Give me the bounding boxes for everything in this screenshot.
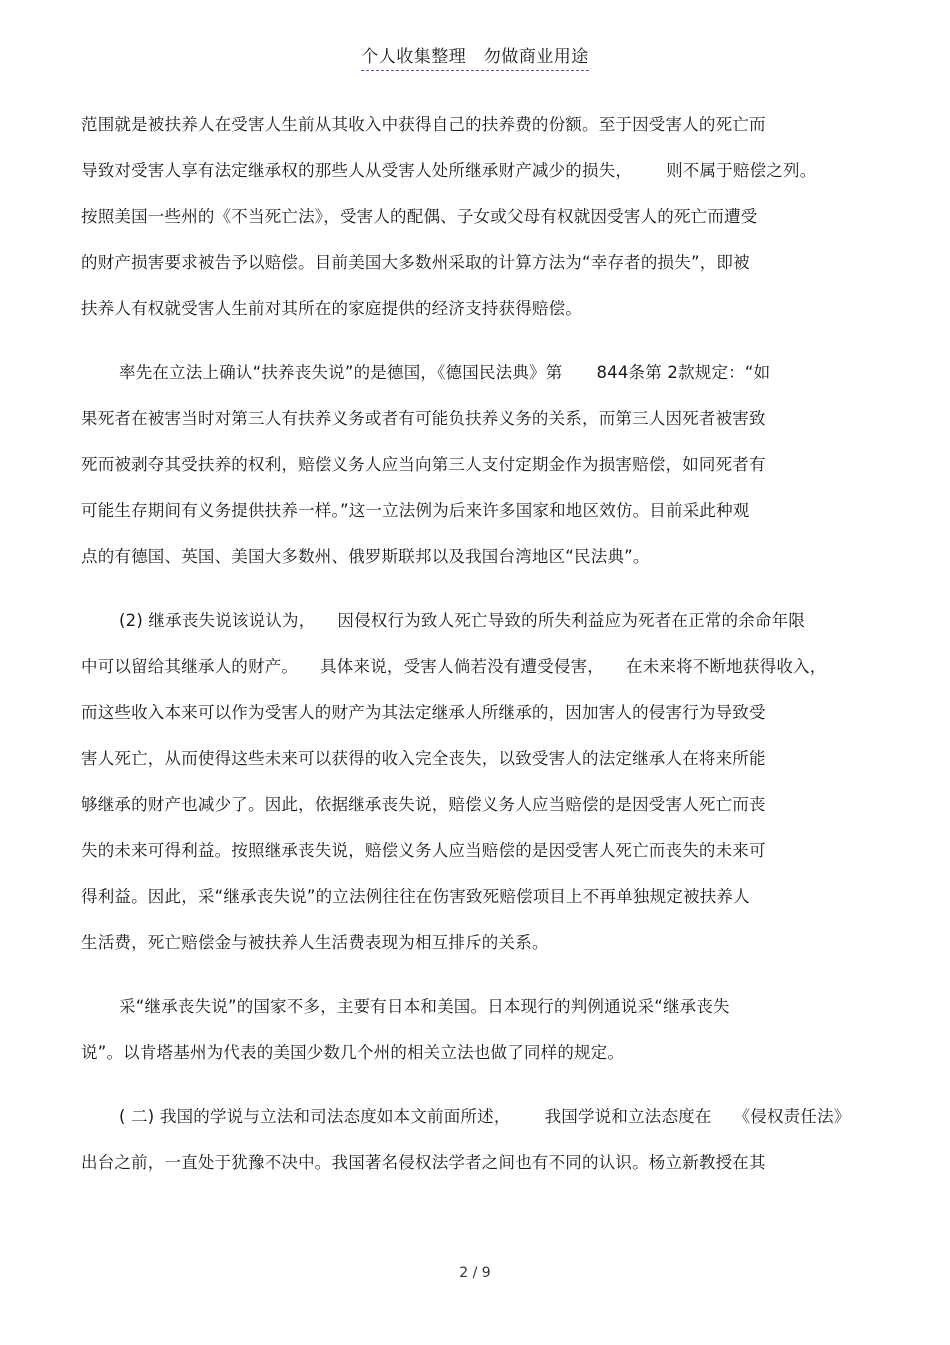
page-header: [0, 42, 950, 67]
text-line: 出台之前，一直处于犹豫不决中。我国著名侵权法学者之间也有不同的认识。杨立新教授在其: [81, 1153, 766, 1172]
text-line: [81, 1102, 871, 1148]
page-number: 2 / 9: [459, 1265, 491, 1281]
text-segment: 具体来说，受害人倘若没有遭受侵害，: [320, 657, 605, 676]
text-line: 而这些收入本来可以作为受害人的财产为其法定继承人所继承的，因加害人的侵害行为导致受: [81, 703, 766, 722]
text-line: 扶养人有权就受害人生前对其所在的家庭提供的经济支持获得赔偿。: [81, 299, 582, 318]
text-line: 可能生存期间有义务提供扶养一样。”这一立法例为后来许多国家和地区效仿。目前采此种观: [81, 501, 750, 520]
text-line: 范围就是被扶养人在受害人生前从其收入中获得自己的扶养费的份额。至于因受害人的死亡而: [81, 115, 766, 134]
text-segment: (2) 继承丧失说该说认为，: [119, 611, 316, 630]
text-segment: 导致对受害人享有法定继承权的那些人从受害人处所继承财产减少的损失，: [81, 161, 633, 180]
text-segment: 844条第 2款规定：“如: [596, 363, 771, 382]
text-segment: 因侵权行为致人死亡导致的所失利益应为死者在正常的余命年限: [337, 611, 806, 630]
text-line: [81, 156, 871, 202]
text-line: 的财产损害要求被告予以赔偿。目前美国大多数州采取的计算方法为“幸存者的损失”，即被: [81, 253, 750, 272]
text-line: 按照美国一些州的《不当死亡法》，受害人的配偶、子女或父母有权就因受害人的死亡而遭受: [81, 207, 758, 226]
text-segment: 中可以留给其继承人的财产。: [81, 657, 299, 676]
text-line: 果死者在被害当时对第三人有扶养义务或者有可能负扶养义务的关系，而第三人因死者被害致: [81, 409, 766, 428]
text-line: [81, 606, 871, 652]
text-line: 得利益。因此，采“继承丧失说”的立法例往往在伤害致死赔偿项目上不再单独规定被扶养人: [81, 887, 750, 906]
text-line: 失的未来可得利益。按照继承丧失说，赔偿义务人应当赔偿的是因受害人死亡而丧失的未来可: [81, 841, 766, 860]
text-segment: 我国学说和立法态度在: [544, 1107, 712, 1126]
text-line: [81, 652, 871, 698]
text-segment: 则不属于赔偿之列。: [666, 161, 817, 180]
text-line: 生活费，死亡赔偿金与被扶养人生活费表现为相互排斥的关系。: [81, 933, 549, 952]
text-segment: 《侵权责任法》: [733, 1107, 851, 1126]
text-line: [81, 358, 871, 404]
text-line: 够继承的财产也减少了。因此，依据继承丧失说，赔偿义务人应当赔偿的是因受害人死亡而丧: [81, 795, 766, 814]
text-line: 采“继承丧失说”的国家不多，主要有日本和美国。日本现行的判例通说采“继承丧失: [119, 997, 730, 1016]
text-segment: ( 二) 我国的学说与立法和司法态度如本文前面所述，: [119, 1107, 511, 1126]
text-line: 死而被剥夺其受扶养的权利，赔偿义务人应当向第三人支付定期金作为损害赔偿，如同死者有: [81, 455, 766, 474]
text-line: 害人死亡，从而使得这些未来可以获得的收入完全丧失，以致受害人的法定继承人在将来所能: [81, 749, 766, 768]
text-line: 说”。以肯塔基州为代表的美国少数几个州的相关立法也做了同样的规定。: [81, 1043, 625, 1062]
text-segment: 率先在立法上确认“扶养丧失说”的是德国，《德国民法典》第: [119, 363, 563, 382]
document-body: [81, 110, 871, 1194]
text-segment: 在未来将不断地获得收入，: [626, 657, 827, 676]
text-line: 点的有德国、英国、美国大多数州、俄罗斯联邦以及我国台湾地区“民法典”。: [81, 547, 650, 566]
header-watermark: 个人收集整理 勿做商业用途: [361, 47, 589, 71]
